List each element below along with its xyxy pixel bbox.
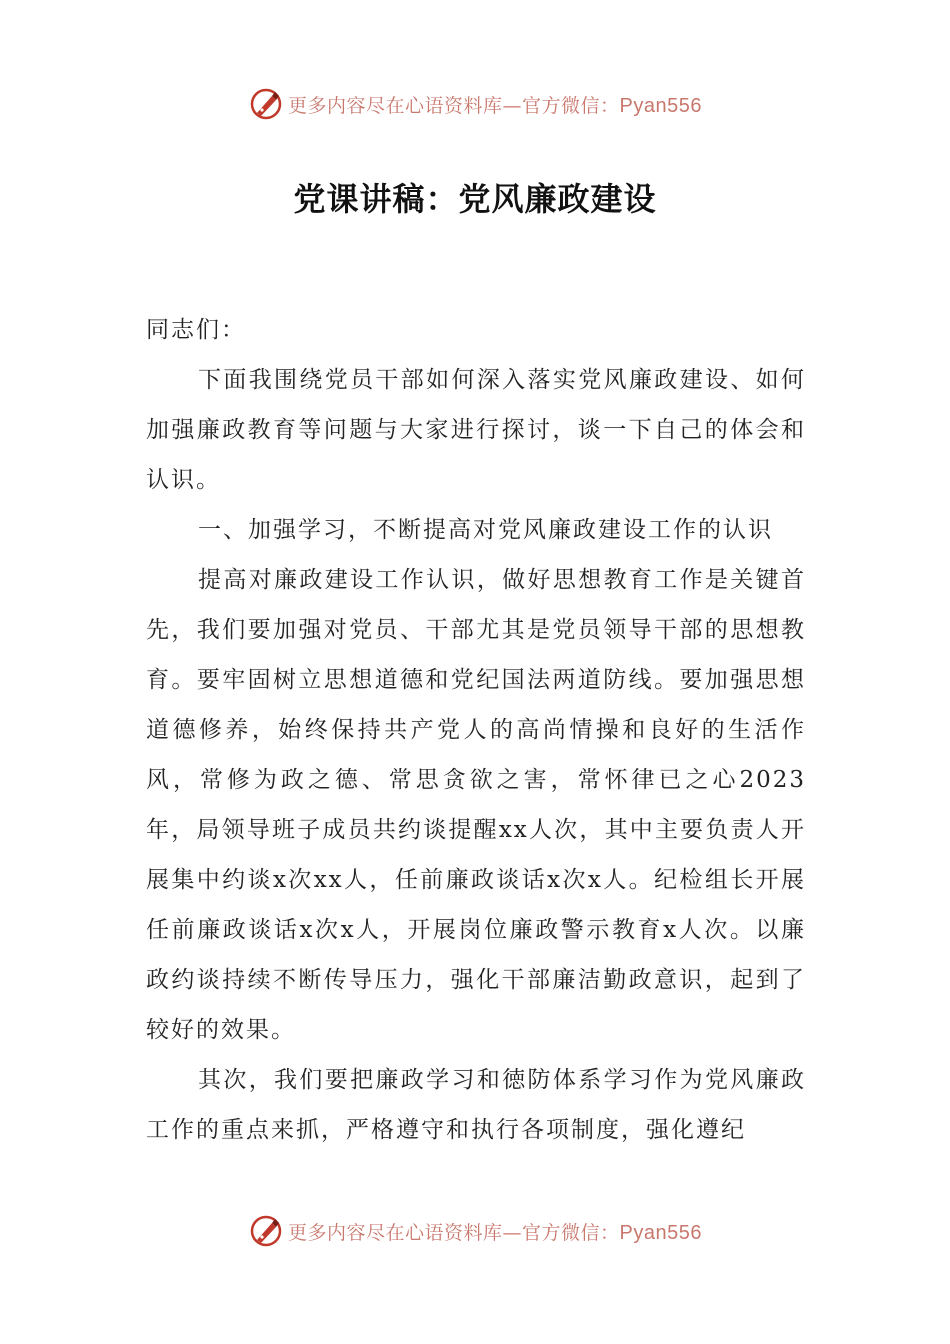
document-body (146, 305, 806, 1155)
pen-nib-logo-icon (248, 1213, 284, 1249)
salutation: 同志们： (146, 317, 246, 343)
banner-text: 更多内容尽在心语资料库—官方微信：Pyan556 (288, 1221, 702, 1244)
pen-nib-logo-icon (248, 86, 284, 122)
header-watermark-banner (0, 84, 950, 124)
banner-contact: Pyan556 (619, 94, 702, 117)
banner-contact: Pyan556 (619, 1221, 702, 1244)
document-title: 党课讲稿：党风廉政建设 (293, 180, 657, 218)
section-heading: 一、加强学习，不断提高对党风廉政建设工作的认识 (198, 517, 773, 543)
banner-text: 更多内容尽在心语资料库—官方微信：Pyan556 (288, 94, 702, 117)
paragraph-second: 其次，我们要把廉政学习和徳防体系学习作为党风廉政工作的重点来抓，严格遵守和执行各项制度，强化遵纪 (146, 1067, 806, 1143)
paragraph-first: 提高对廉政建设工作认识，做好思想教育工作是关键首先，我们要加强对党员、干部尤其是党员领导干部的思想教育。要牢固树立思想道德和党纪国法两道防线。要加强思想道德修养，始终保持共产党人的高尚情操和良好的生活作风，常修为政之德、常思贪欲之害，常怀律已之心2023年，局领导班子成员共约谈提醒xx人次，其中主要负责人开展集中约谈x次xx人，任前廉政谈话x次x人。纪检组长开展任前廉政谈话x次x人，开展岗位廉政警示教育x人次。以廉政约谈持续不断传导压力，强化干部廉洁勤政意识，起到了较好的效果。 (146, 567, 806, 1043)
footer-watermark-banner (0, 1211, 950, 1251)
paragraph-intro: 下面我围绕党员干部如何深入落实党风廉政建设、如何加强廉政教育等问题与大家进行探讨，谈一下自己的体会和认识。 (146, 367, 806, 493)
